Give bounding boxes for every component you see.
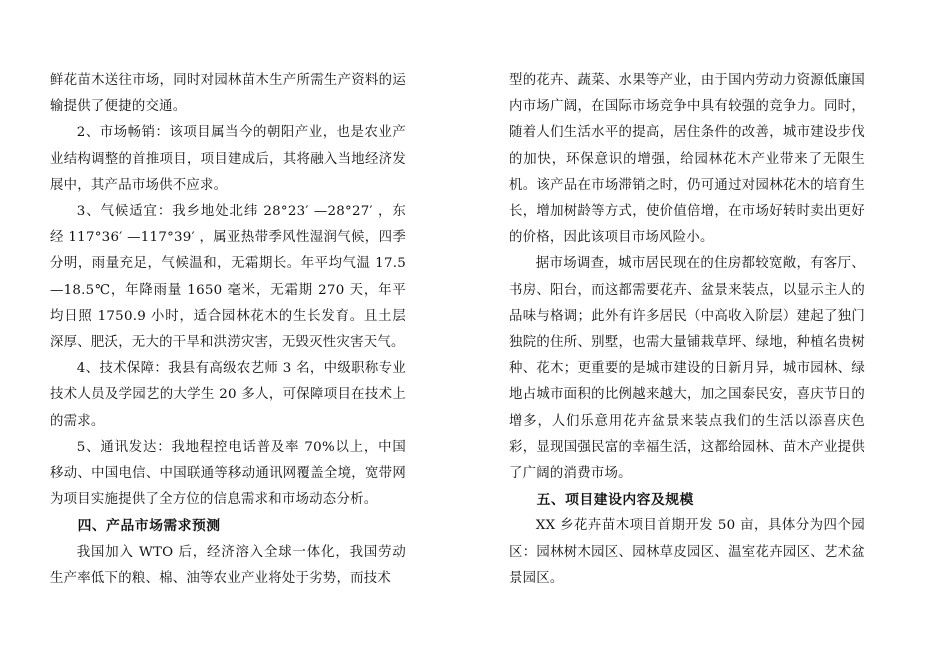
paragraph-competition-continued: 型的花卉、蔬菜、水果等产业，由于国内劳动力资源低廉国内市场广阔，在国际市场竞争中具有较强的竞争力。同时，随着人们生活水平的提高，居住条件的改善，城市建设步伐的加快，环保意识的增强，给园林花木产业带来了无限生机。该产品在市场滞销之时，仍可通过对园林花木的培育生长，增加树龄等方式，使价值倍增，在市场好转时卖出更好的价格，因此该项目市场风险小。 bbox=[509, 73, 865, 246]
paragraph-technology: 4、技术保障：我县有高级农艺师 3 名，中级职称专业技术人员及学园艺的大学生 20 多人，可保障项目在技术上的需求。 bbox=[50, 361, 406, 429]
right-column bbox=[509, 68, 865, 592]
paragraph-climate: 3、气候适宜：我乡地处北纬 28°23′ —28°27′ ，东经 117°36′ —117°39′ ，属亚热带季风性湿润气候，四季分明，雨量充足，气候温和，无霜期长。年平均气温 17.5—18.5℃，年降雨量 1650 毫米，无霜期 270 天，年平均日照 1750.9 小时，适合园林花木的生长发育。且土层深厚、肥沃，无大的干旱和洪涝灾害，无毁灭性灾害天气。 bbox=[50, 204, 406, 351]
section-heading-market-forecast: 四、产品市场需求预测 bbox=[77, 518, 221, 535]
paragraph-market-survey: 据市场调查，城市居民现在的住房都较宽敞，有客厅、书房、阳台，而这都需要花卉、盆景来装点，以显示主人的品味与格调；此外有许多居民（中高收入阶层）建起了独门独院的住所、别墅，也需大量铺栽草坪、绿地，种植名贵树种、花木；更重要的是城市建设的日新月异，城市园林、绿地占城市面积的比例越来越大，加之国泰民安，喜庆节日的增多，人们乐意用花卉盆景来装点我们的生活以添喜庆色彩，显现国强民富的幸福生活，这都给园林、苗木产业提供了广阔的消费市场。 bbox=[509, 256, 865, 482]
paragraph-project-scope: XX 乡花卉苗木项目首期开发 50 亩，具体分为四个园区：园林树木园区、园林草皮园区、温室花卉园区、艺术盆景园区。 bbox=[509, 518, 865, 586]
paragraph-communications: 5、通讯发达：我地程控电话普及率 70%以上，中国移动、中国电信、中国联通等移动通讯网覆盖全境，宽带网为项目实施提供了全方位的信息需求和市场动态分析。 bbox=[50, 439, 406, 508]
left-column bbox=[50, 68, 406, 592]
paragraph-market-demand: 2、市场畅销：该项目属当今的朝阳产业，也是农业产业结构调整的首推项目，项目建成后，其将融入当地经济发展中，其产品市场供不应求。 bbox=[50, 125, 406, 193]
paragraph-transport-continued: 鲜花苗木送往市场，同时对园林苗木生产所需生产资料的运输提供了便捷的交通。 bbox=[50, 73, 406, 115]
section-heading-project-scope: 五、项目建设内容及规模 bbox=[536, 492, 694, 509]
paragraph-wto: 我国加入 WTO 后，经济溶入全球一体化，我国劳动生产率低下的粮、棉、油等农业产业将处于劣势，而技术 bbox=[50, 544, 406, 586]
